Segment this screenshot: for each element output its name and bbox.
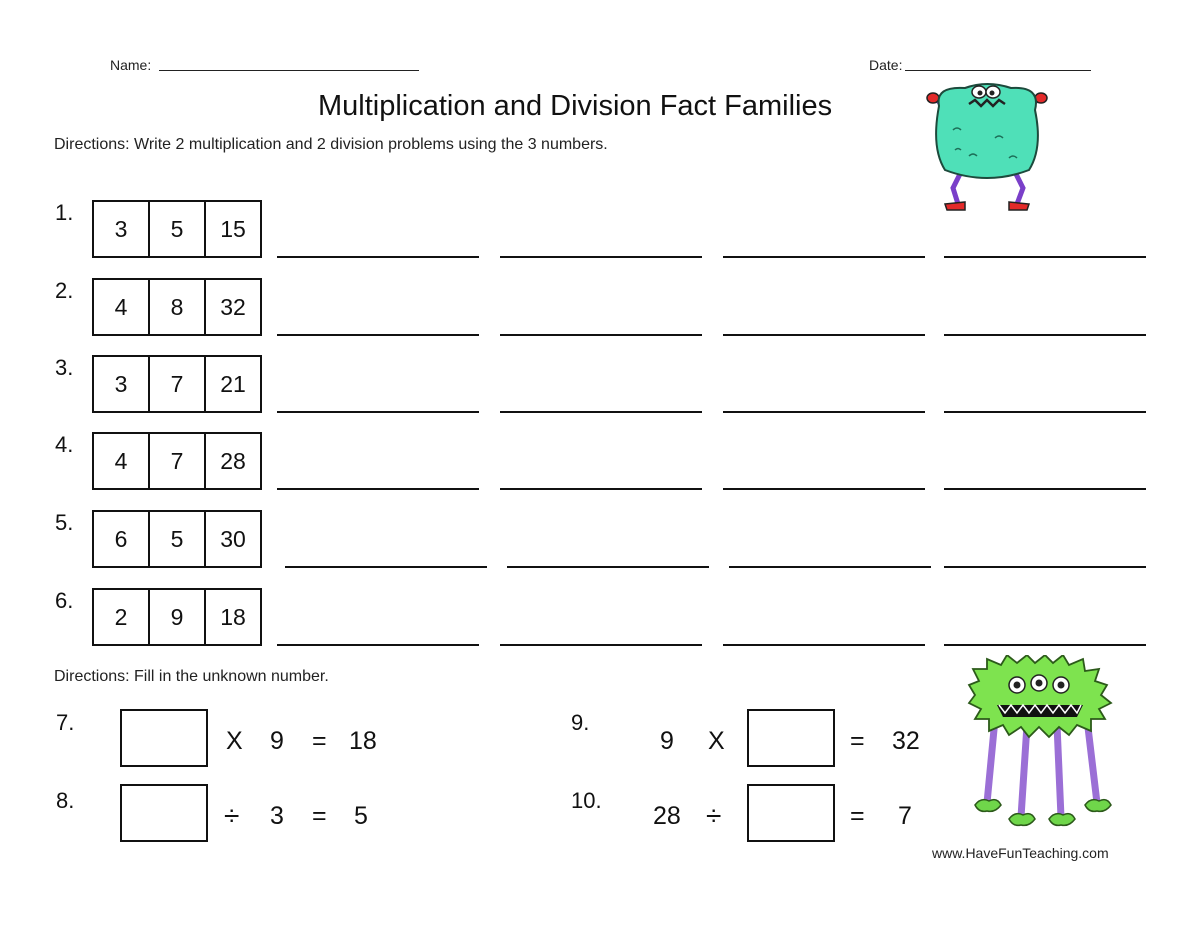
problem-8-label: 8. [56,788,75,813]
fact-family-6-numbers [92,588,262,646]
problem-7-equals: = [312,727,327,755]
answer-line-1-4[interactable] [944,256,1146,258]
fact-family-1-numbers [92,200,262,258]
fact-family-6-label: 6. [55,588,74,613]
fact-family-4-label: 4. [55,432,74,457]
date-label: Date: [869,57,903,73]
fact-family-number: 5 [150,202,206,256]
name-label: Name: [110,57,152,73]
answer-line-4-4[interactable] [944,488,1146,490]
problem-10-label: 10. [571,788,602,813]
date-field[interactable] [905,70,1091,71]
fact-family-number: 6 [94,512,150,566]
fact-family-number: 5 [150,512,206,566]
answer-line-5-2[interactable] [507,566,709,568]
problem-7-operator: X [226,727,243,755]
fact-family-number: 28 [220,447,246,474]
fact-family-3-numbers [92,355,262,413]
problem-7-result: 18 [349,727,377,755]
fact-family-number: 3 [94,202,150,256]
problem-10-operand: 28 [653,802,681,830]
answer-line-5-3[interactable] [729,566,931,568]
problem-10-answer-box[interactable] [747,784,835,842]
problem-7-label: 7. [56,710,75,735]
answer-line-6-4[interactable] [944,644,1146,646]
fact-family-number: 3 [94,357,150,411]
fact-family-5-label: 5. [55,510,74,535]
fact-family-5-numbers [92,510,262,568]
fact-family-number: 4 [94,434,150,488]
fact-family-number: 9 [150,590,206,644]
answer-line-5-1[interactable] [285,566,487,568]
green-spiky-monster-icon [965,655,1120,835]
answer-line-1-3[interactable] [723,256,925,258]
fact-family-3-label: 3. [55,355,74,380]
fact-family-number: 7 [150,434,206,488]
fact-family-2-label: 2. [55,278,74,303]
problem-9-answer-box[interactable] [747,709,835,767]
problem-9-operand: 9 [660,727,674,755]
website-credit: www.HaveFunTeaching.com [932,845,1109,861]
answer-line-1-1[interactable] [277,256,479,258]
name-field[interactable] [159,70,419,71]
problem-9-equals: = [850,727,865,755]
fact-family-number: 8 [150,280,206,334]
answer-line-2-1[interactable] [277,334,479,336]
problem-8-answer-box[interactable] [120,784,208,842]
answer-line-6-1[interactable] [277,644,479,646]
answer-line-3-4[interactable] [944,411,1146,413]
answer-line-2-3[interactable] [723,334,925,336]
problem-10-equals: = [850,802,865,830]
fact-family-number: 7 [150,357,206,411]
problem-7-answer-box[interactable] [120,709,208,767]
answer-line-6-2[interactable] [500,644,702,646]
answer-line-3-1[interactable] [277,411,479,413]
answer-line-4-2[interactable] [500,488,702,490]
problem-10-result: 7 [898,802,912,830]
fact-family-2-numbers [92,278,262,336]
problem-8-result: 5 [354,802,368,830]
problem-7-operand: 9 [270,727,284,755]
answer-line-4-1[interactable] [277,488,479,490]
fact-family-number: 15 [220,215,246,242]
problem-8-operator: ÷ [224,800,240,831]
directions-part1: Directions: Write 2 multiplication and 2 division problems using the 3 numbers. [54,136,608,153]
fact-family-number: 2 [94,590,150,644]
fact-family-number: 4 [94,280,150,334]
problem-8-operand: 3 [270,802,284,830]
problem-9-result: 32 [892,727,920,755]
problem-10-operator: ÷ [706,800,722,831]
directions-part2: Directions: Fill in the unknown number. [54,668,329,685]
answer-line-3-2[interactable] [500,411,702,413]
answer-line-5-4[interactable] [944,566,1146,568]
answer-line-4-3[interactable] [723,488,925,490]
fact-family-number: 32 [220,293,246,320]
problem-9-label: 9. [571,710,590,735]
problem-9-operator: X [708,727,725,755]
answer-line-1-2[interactable] [500,256,702,258]
fact-family-1-label: 1. [55,200,74,225]
answer-line-3-3[interactable] [723,411,925,413]
fact-family-number: 21 [220,370,246,397]
teal-monster-icon [925,78,1050,218]
page-title: Multiplication and Division Fact Families [318,90,833,122]
fact-family-4-numbers [92,432,262,490]
fact-family-number: 18 [220,603,246,630]
answer-line-2-2[interactable] [500,334,702,336]
fact-family-number: 30 [220,525,246,552]
answer-line-2-4[interactable] [944,334,1146,336]
answer-line-6-3[interactable] [723,644,925,646]
problem-8-equals: = [312,802,327,830]
